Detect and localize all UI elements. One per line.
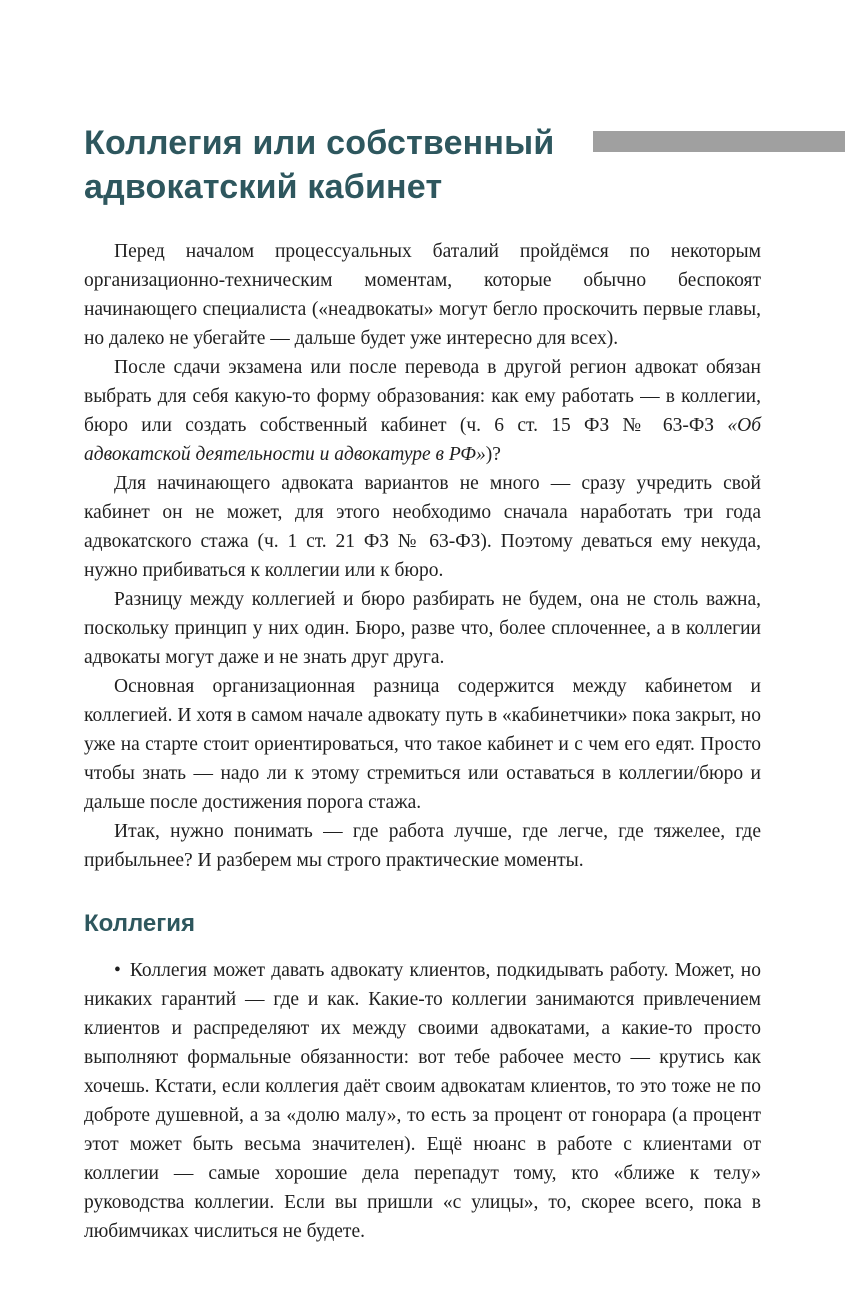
chapter-header — [84, 0, 761, 209]
paragraph-text: )? — [485, 444, 501, 465]
paragraph-intro-6: Итак, нужно понимать — где работа лучше, где легче, где тяжелее, где прибыльнее? И разберем мы строго практические моменты. — [84, 821, 761, 871]
law-title-italic: «Об адвокатской деятельности и адвокатуре в РФ» — [84, 415, 761, 465]
bullet-paragraph — [84, 956, 761, 1246]
chapter-body — [84, 237, 761, 1246]
title-accent-bar — [593, 131, 845, 152]
paragraph-intro-3: Для начинающего адвоката вариантов не много — сразу учредить свой кабинет он не может, для этого необходимо сначала наработать три года адвокатского стажа (ч. 1 ст. 21 ФЗ № 63-ФЗ). Поэтому деваться ему некуда, нужно прибиваться к коллегии или к бюро. — [84, 473, 761, 581]
paragraph-text: После сдачи экзамена или после перевода в другой регион адвокат обязан выбрать для себя какую-то форму образования: как ему работать — в коллегии, бюро или создать собственный кабинет (ч. 6 ст. 15 ФЗ № 63-ФЗ — [84, 357, 761, 436]
paragraph-intro-1: Перед началом процессуальных баталий пройдёмся по некоторым организационно-техническим моментам, которые обычно беспокоят начинающего специалиста («неадвокаты» могут бегло проскочить первые главы, но далеко не убегайте — дальше будет уже интересно для всех). — [84, 241, 761, 349]
paragraph-text: Коллегия может давать адвокату клиентов, подкидывать работу. Может, но никаких гарантий — где и как. Какие-то коллегии занимаются привлечением клиентов и распределяют их между своими адвокатами, а какие-то просто выполняют формальные обязанности: вот тебе рабочее место — крутись как хочешь. Кстати, если коллегия даёт своим адвокатам клиентов, то это тоже не по доброте душевной, а за «долю малу», то есть за процент от гонорара (а процент этот может быть весьма значителен). Ещё нюанс в работе с клиентами от коллегии — самые хорошие дела перепадут тому, кто «ближе к телу» руководства коллегии. Если вы пришли «с улицы», то, скорее всего, пока в любимчиках числиться не будете. — [84, 959, 761, 1242]
bullet-marker: • — [114, 959, 121, 981]
paragraph-intro-4: Разницу между коллегией и бюро разбирать не будем, она не столь важна, поскольку принцип у них один. Бюро, разве что, более сплоченнее, а в коллегии адвокаты могут даже и не знать друг друга. — [84, 589, 761, 668]
chapter-title-line-1: Коллегия или собственный — [84, 124, 555, 162]
chapter-title-line-2: адвокатский кабинет — [84, 168, 443, 206]
section-heading-kollegia: Коллегия — [84, 910, 195, 937]
paragraph-intro-2 — [84, 353, 761, 469]
paragraph-intro-5: Основная организационная разница содержится между кабинетом и коллегией. И хотя в самом начале адвокату путь в «кабинетчики» пока закрыт, но уже на старте стоит ориентироваться, что такое кабинет и с чем его едят. Просто чтобы знать — надо ли к этому стремиться или оставаться в коллегии/бюро и дальше после достижения порога стажа. — [84, 676, 761, 813]
